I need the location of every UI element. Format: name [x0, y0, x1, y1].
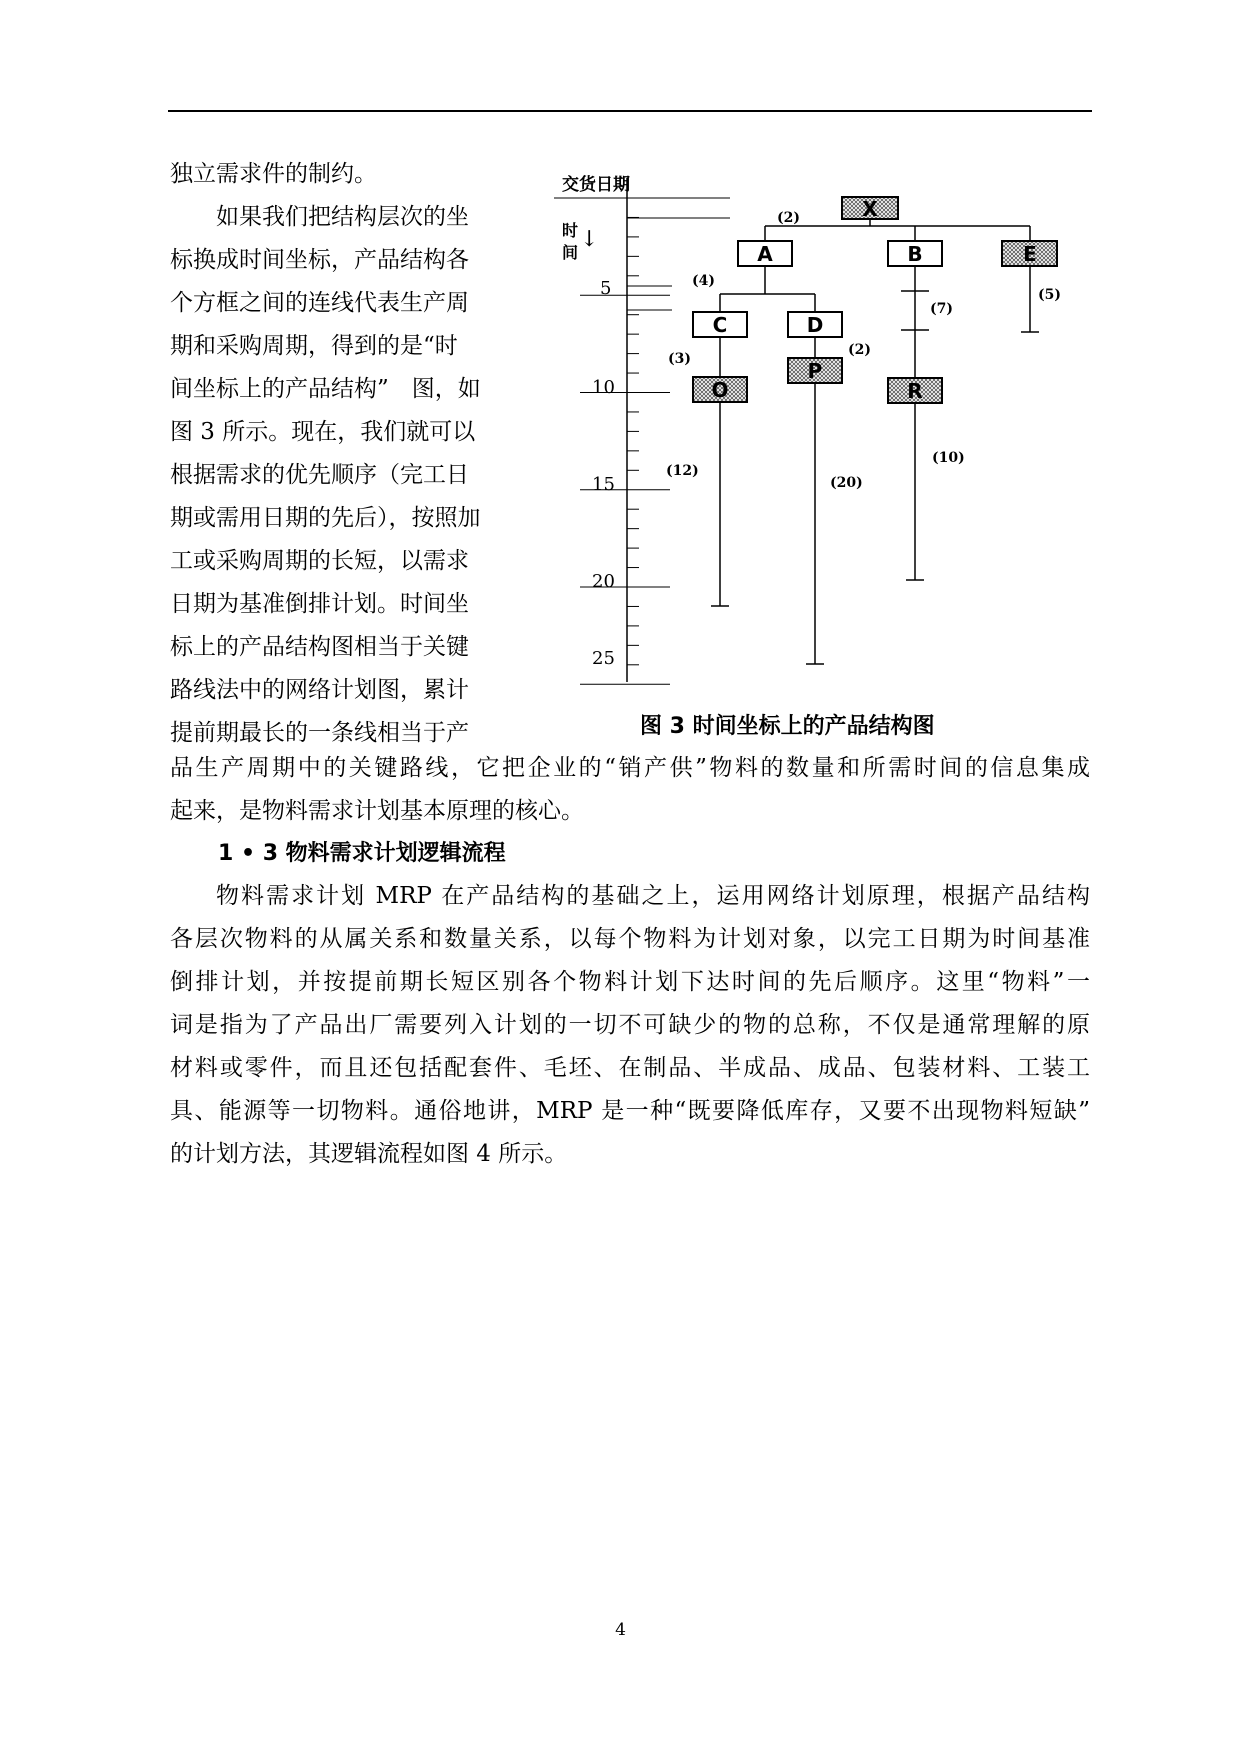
body-line: 起来，是物料需求计划基本原理的核心。	[170, 798, 584, 824]
section-heading: 1 • 3 物料需求计划逻辑流程	[218, 841, 506, 866]
lead-time-label: (4)	[692, 273, 715, 289]
body-line: 品生产周期中的关键路线，它把企业的“销产供”物料的数量和所需时间的信息集成	[170, 755, 1090, 781]
body-line: 期或需用日期的先后），按照加	[170, 505, 481, 531]
tick-label: 5	[600, 278, 612, 299]
lead-time-label: (2)	[848, 342, 871, 358]
node-label: D	[806, 313, 824, 337]
node-label: X	[862, 197, 878, 221]
body-line: 各层次物料的从属关系和数量关系，以每个物料为计划对象，以完工日期为时间基准	[170, 926, 1090, 952]
body-line: 独立需求件的制约。	[170, 161, 377, 187]
lead-time-label: (10)	[932, 450, 965, 466]
tick-label: 15	[592, 474, 615, 495]
tick-label: 20	[592, 571, 615, 592]
body-line: 物料需求计划 MRP 在产品结构的基础之上，运用网络计划原理，根据产品结构	[216, 883, 1090, 909]
body-line: 路线法中的网络计划图，累计	[170, 677, 469, 703]
structure-connectors	[711, 200, 1039, 664]
body-line: 个方框之间的连线代表生产周	[170, 290, 469, 316]
body-line: 日期为基准倒排计划。时间坐	[170, 591, 469, 617]
axis-title: 交货日期	[562, 175, 630, 195]
body-line: 根据需求的优先顺序（完工日	[170, 462, 469, 488]
time-label: 时	[562, 221, 579, 240]
node-label: B	[907, 242, 923, 266]
body-line: 倒排计划，并按提前期长短区别各个物料计划下达时间的先后顺序。这里“物料”一	[170, 969, 1090, 995]
body-line: 图 3 所示。现在，我们就可以	[170, 419, 476, 445]
figure-caption: 图 3 时间坐标上的产品结构图	[640, 714, 935, 739]
node-label: R	[907, 379, 923, 403]
lead-time-label: (7)	[930, 301, 953, 317]
body-line: 间坐标上的产品结构” 图，如	[170, 376, 481, 402]
lead-time-label: (5)	[1038, 287, 1061, 303]
body-line: 标上的产品结构图相当于关键	[170, 634, 469, 660]
body-line: 词是指为了产品出厂需要列入计划的一切不可缺少的物的总称，不仅是通常理解的原	[170, 1012, 1090, 1038]
page-number: 4	[615, 1620, 626, 1640]
body-line: 工或采购周期的长短，以需求	[170, 548, 469, 574]
node-label: A	[757, 242, 773, 266]
header-rule	[168, 110, 1092, 112]
body-line: 如果我们把结构层次的坐	[216, 204, 469, 230]
body-line: 提前期最长的一条线相当于产	[170, 720, 469, 746]
body-line: 期和采购周期，得到的是“时	[170, 333, 458, 359]
body-line: 具、能源等一切物料。通俗地讲，MRP 是一种“既要降低库存，又要不出现物料短缺”	[170, 1098, 1090, 1124]
time-label: 间	[562, 243, 579, 262]
node-label: C	[712, 313, 728, 337]
tick-label: 25	[592, 648, 615, 669]
node-label: E	[1023, 242, 1037, 266]
lead-time-label: (3)	[668, 351, 691, 367]
product-structure-figure	[540, 170, 1100, 700]
node-label: P	[807, 359, 823, 383]
lead-time-label: (20)	[830, 475, 863, 491]
body-line: 的计划方法，其逻辑流程如图 4 所示。	[170, 1141, 568, 1167]
body-line: 材料或零件，而且还包括配套件、毛坯、在制品、半成品、成品、包装材料、工装工	[170, 1055, 1090, 1081]
node-label: O	[711, 378, 729, 402]
down-arrow-icon: ↓	[580, 227, 599, 252]
lead-time-label: (12)	[666, 463, 699, 479]
tick-label: 10	[592, 377, 615, 398]
lead-time-label: (2)	[777, 210, 800, 226]
body-line: 标换成时间坐标，产品结构各	[170, 247, 469, 273]
